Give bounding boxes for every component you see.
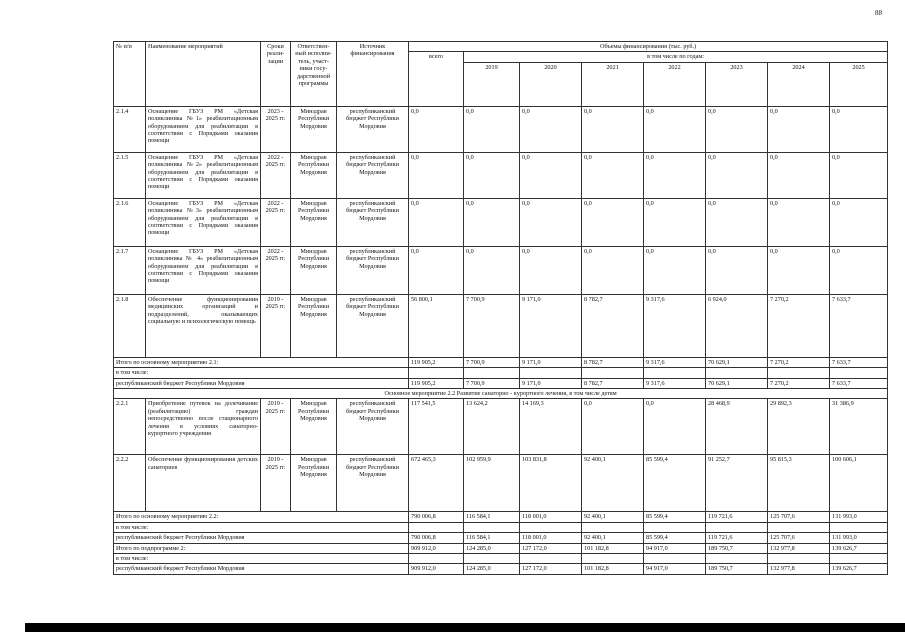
summary-value: 8 782,7 — [582, 357, 644, 367]
table-row — [114, 246, 888, 294]
row-value: 28 468,9 — [706, 399, 768, 455]
summary-value: 116 584,1 — [464, 533, 520, 543]
row-name: Оснащение ГБУЗ РМ «Детская поликлиника №3» реабилитационным оборудованием для реабилитации в соответствии с Порядками оказания помощи — [146, 198, 261, 246]
empty-cell — [768, 368, 830, 378]
summary-value: 85 599,4 — [644, 533, 706, 543]
table-row — [114, 294, 888, 357]
summary-row — [114, 543, 888, 553]
row-value: 0,0 — [464, 246, 520, 294]
summary-value: 125 707,6 — [768, 533, 830, 543]
row-responsible: Минздрав Республики Мордовия — [291, 198, 337, 246]
summary-value: 70 629,1 — [706, 378, 768, 388]
summary-value: 189 750,7 — [706, 543, 768, 553]
row-number: 2.2.2 — [114, 455, 146, 512]
row-value: 0,0 — [409, 152, 464, 198]
summary-value: 139 626,7 — [830, 564, 888, 574]
empty-cell — [768, 554, 830, 564]
empty-cell — [464, 554, 520, 564]
header-term: Сроки реали-зации — [261, 42, 291, 107]
empty-cell — [830, 368, 888, 378]
row-source: республиканский бюджет Республики Мордовия — [337, 294, 409, 357]
summary-value: 119 905,2 — [409, 357, 464, 367]
summary-value: 131 993,0 — [830, 533, 888, 543]
summary-value: 101 182,8 — [582, 543, 644, 553]
summary-value: 124 285,0 — [464, 564, 520, 574]
summary-value: 125 707,6 — [768, 512, 830, 522]
row-value: 0,0 — [520, 152, 582, 198]
row-value: 0,0 — [768, 246, 830, 294]
summary-label: республиканский бюджет Республики Мордовия — [114, 564, 409, 574]
row-term: 2023 - 2025 гг. — [261, 106, 291, 152]
row-source: республиканский бюджет Республики Мордовия — [337, 246, 409, 294]
row-term: 2022 - 2025 гг. — [261, 198, 291, 246]
row-value: 0,0 — [830, 246, 888, 294]
row-value: 56 800,1 — [409, 294, 464, 357]
row-value: 0,0 — [706, 106, 768, 152]
summary-value: 119 905,2 — [409, 378, 464, 388]
row-responsible: Минздрав Республики Мордовия — [291, 152, 337, 198]
row-source: республиканский бюджет Республики Мордовия — [337, 399, 409, 455]
row-value: 0,0 — [409, 246, 464, 294]
row-value: 100 606,1 — [830, 455, 888, 512]
incl-row — [114, 368, 888, 378]
header-year: 2021 — [582, 62, 644, 106]
summary-value: 7 270,2 — [768, 378, 830, 388]
empty-cell — [409, 554, 464, 564]
row-number: 2.1.8 — [114, 294, 146, 357]
header-volume: Объемы финансирования (тыс. руб.) — [409, 42, 888, 52]
header-year: 2024 — [768, 62, 830, 106]
summary-value: 127 172,0 — [520, 543, 582, 553]
summary-value: 85 599,4 — [644, 512, 706, 522]
row-value: 0,0 — [464, 152, 520, 198]
row-value: 0,0 — [830, 198, 888, 246]
header-responsible: Ответствен-ный исполни-тель, участ-ники госу-дарственной программы — [291, 42, 337, 107]
row-value: 7 633,7 — [830, 294, 888, 357]
summary-label: Итого по основному мероприятию 2.1: — [114, 357, 409, 367]
header-total: всего — [409, 52, 464, 106]
summary-value: 7 633,7 — [830, 357, 888, 367]
summary-value: 139 626,7 — [830, 543, 888, 553]
row-source: республиканский бюджет Республики Мордовия — [337, 455, 409, 512]
empty-cell — [464, 368, 520, 378]
header-year: 2019 — [464, 62, 520, 106]
header-row-1 — [114, 42, 888, 52]
summary-value: 94 917,0 — [644, 564, 706, 574]
summary-row — [114, 564, 888, 574]
row-value: 0,0 — [830, 152, 888, 198]
row-value: 85 599,4 — [644, 455, 706, 512]
summary-value: 8 782,7 — [582, 378, 644, 388]
summary-value: 92 400,1 — [582, 533, 644, 543]
row-value: 8 782,7 — [582, 294, 644, 357]
row-value: 103 831,8 — [520, 455, 582, 512]
empty-cell — [644, 368, 706, 378]
row-value: 0,0 — [582, 246, 644, 294]
row-number: 2.1.5 — [114, 152, 146, 198]
row-value: 91 252,7 — [706, 455, 768, 512]
row-value: 6 924,0 — [706, 294, 768, 357]
row-value: 0,0 — [644, 399, 706, 455]
summary-value: 9 317,6 — [644, 378, 706, 388]
row-value: 0,0 — [644, 152, 706, 198]
row-name: Приобретение путевок на долечивание (реабилитацию) граждан непосредственно после стационарного лечения в условиях санаторно-курортного учреждения — [146, 399, 261, 455]
row-source: республиканский бюджет Республики Мордовия — [337, 106, 409, 152]
summary-value: 124 285,0 — [464, 543, 520, 553]
empty-cell — [582, 522, 644, 532]
row-value: 14 169,3 — [520, 399, 582, 455]
empty-cell — [409, 368, 464, 378]
empty-cell — [582, 368, 644, 378]
scan-border — [25, 623, 905, 632]
row-source: республиканский бюджет Республики Мордовия — [337, 198, 409, 246]
header-name: Наименование мероприятий — [146, 42, 261, 107]
summary-row — [114, 357, 888, 367]
header-num: № п/п — [114, 42, 146, 107]
row-value: 13 624,2 — [464, 399, 520, 455]
summary-value: 7 633,7 — [830, 378, 888, 388]
row-value: 0,0 — [520, 106, 582, 152]
row-value: 29 892,3 — [768, 399, 830, 455]
row-value: 0,0 — [644, 106, 706, 152]
summary-value: 7 700,9 — [464, 357, 520, 367]
row-responsible: Минздрав Республики Мордовия — [291, 294, 337, 357]
empty-cell — [464, 522, 520, 532]
incl-label: в том числе: — [114, 522, 409, 532]
row-term: 2022 - 2025 гг. — [261, 152, 291, 198]
summary-value: 189 750,7 — [706, 564, 768, 574]
summary-value: 101 182,8 — [582, 564, 644, 574]
empty-cell — [644, 522, 706, 532]
row-number: 2.1.4 — [114, 106, 146, 152]
row-value: 92 400,1 — [582, 455, 644, 512]
summary-value: 127 172,0 — [520, 564, 582, 574]
row-term: 2019 - 2025 гг. — [261, 294, 291, 357]
row-value: 0,0 — [830, 106, 888, 152]
row-value: 0,0 — [582, 198, 644, 246]
empty-cell — [768, 522, 830, 532]
row-value: 0,0 — [768, 152, 830, 198]
row-responsible: Минздрав Республики Мордовия — [291, 455, 337, 512]
summary-value: 70 629,1 — [706, 357, 768, 367]
summary-value: 909 912,0 — [409, 564, 464, 574]
summary-value: 118 001,0 — [520, 512, 582, 522]
empty-cell — [520, 554, 582, 564]
incl-label: в том числе: — [114, 368, 409, 378]
financing-table — [113, 41, 888, 575]
empty-cell — [409, 522, 464, 532]
summary-value: 790 006,8 — [409, 533, 464, 543]
row-value: 0,0 — [582, 106, 644, 152]
row-value: 9 317,6 — [644, 294, 706, 357]
table-row — [114, 198, 888, 246]
row-value: 0,0 — [644, 246, 706, 294]
empty-cell — [830, 554, 888, 564]
summary-value: 9 317,6 — [644, 357, 706, 367]
summary-row — [114, 378, 888, 388]
row-name: Обеспечение функционирования детских санаториев — [146, 455, 261, 512]
summary-value: 94 917,0 — [644, 543, 706, 553]
row-value: 672 465,3 — [409, 455, 464, 512]
summary-value: 131 993,0 — [830, 512, 888, 522]
summary-row — [114, 512, 888, 522]
row-value: 0,0 — [706, 152, 768, 198]
row-responsible: Минздрав Республики Мордовия — [291, 106, 337, 152]
row-term: 2019 - 2025 гг. — [261, 399, 291, 455]
header-year: 2023 — [706, 62, 768, 106]
row-value: 95 815,3 — [768, 455, 830, 512]
row-value: 0,0 — [520, 246, 582, 294]
row-term: 2019 - 2025 гг. — [261, 455, 291, 512]
empty-cell — [582, 554, 644, 564]
table-row — [114, 106, 888, 152]
header-year: 2025 — [830, 62, 888, 106]
empty-cell — [830, 522, 888, 532]
empty-cell — [706, 522, 768, 532]
row-value: 0,0 — [582, 399, 644, 455]
row-value: 0,0 — [706, 198, 768, 246]
row-value: 0,0 — [644, 198, 706, 246]
header-source: Источник финансирования — [337, 42, 409, 107]
row-number: 2.2.1 — [114, 399, 146, 455]
row-value: 102 959,9 — [464, 455, 520, 512]
table-row — [114, 455, 888, 512]
empty-cell — [520, 368, 582, 378]
row-term: 2022 - 2025 гг. — [261, 246, 291, 294]
row-name: Оснащение ГБУЗ РМ «Детская поликлиника №1» реабилитационным оборудованием для реабилитации в соответствии с Порядками оказания помощи — [146, 106, 261, 152]
summary-row — [114, 533, 888, 543]
summary-value: 7 700,9 — [464, 378, 520, 388]
header-years-caption: в том числе по годам: — [464, 52, 888, 62]
summary-value: 116 584,1 — [464, 512, 520, 522]
row-name: Обеспечение функционирования медицинских организаций и подразделений, оказывающих социальную и психологическую помощь — [146, 294, 261, 357]
header-year: 2020 — [520, 62, 582, 106]
row-number: 2.1.6 — [114, 198, 146, 246]
summary-value: 790 006,8 — [409, 512, 464, 522]
row-value: 9 171,0 — [520, 294, 582, 357]
summary-label: Итого по основному мероприятию 2.2: — [114, 512, 409, 522]
page-number: 88 — [875, 9, 882, 17]
table-row — [114, 152, 888, 198]
row-name: Оснащение ГБУЗ РМ «Детская поликлиника № 4» реабилитационным оборудованием для реабилитации в соответствии с Порядками оказания помощи — [146, 246, 261, 294]
empty-cell — [706, 368, 768, 378]
header-year: 2022 — [644, 62, 706, 106]
table-row — [114, 399, 888, 455]
incl-row — [114, 522, 888, 532]
section-row — [114, 389, 888, 399]
empty-cell — [520, 522, 582, 532]
row-value: 0,0 — [768, 106, 830, 152]
row-value: 7 270,2 — [768, 294, 830, 357]
summary-value: 119 721,6 — [706, 533, 768, 543]
summary-value: 909 912,0 — [409, 543, 464, 553]
incl-label: в том числе: — [114, 554, 409, 564]
summary-value: 92 400,1 — [582, 512, 644, 522]
summary-label: республиканский бюджет Республики Мордовия — [114, 378, 409, 388]
summary-value: 119 721,6 — [706, 512, 768, 522]
row-value: 0,0 — [464, 198, 520, 246]
row-value: 117 541,5 — [409, 399, 464, 455]
row-value: 0,0 — [582, 152, 644, 198]
row-value: 0,0 — [520, 198, 582, 246]
section-title: Основное мероприятие 2.2 Развитие санаторно - курортного лечения, в том числе детям — [114, 389, 888, 399]
row-value: 0,0 — [768, 198, 830, 246]
row-responsible: Минздрав Республики Мордовия — [291, 246, 337, 294]
row-value: 0,0 — [409, 106, 464, 152]
summary-value: 132 977,8 — [768, 543, 830, 553]
summary-value: 118 001,0 — [520, 533, 582, 543]
summary-value: 9 171,0 — [520, 378, 582, 388]
summary-label: Итого по подпрограмме 2: — [114, 543, 409, 553]
row-name: Оснащение ГБУЗ РМ «Детская поликлиника №2» реабилитационным оборудованием для реабилитации в соответствии с Порядками оказания помощи — [146, 152, 261, 198]
summary-value: 7 270,2 — [768, 357, 830, 367]
summary-label: республиканский бюджет Республики Мордовия — [114, 533, 409, 543]
row-number: 2.1.7 — [114, 246, 146, 294]
incl-row — [114, 554, 888, 564]
summary-value: 132 977,8 — [768, 564, 830, 574]
row-source: республиканский бюджет Республики Мордовия — [337, 152, 409, 198]
row-value: 0,0 — [706, 246, 768, 294]
row-value: 0,0 — [409, 198, 464, 246]
empty-cell — [706, 554, 768, 564]
row-value: 31 386,9 — [830, 399, 888, 455]
row-value: 0,0 — [464, 106, 520, 152]
summary-value: 9 171,0 — [520, 357, 582, 367]
row-value: 7 700,9 — [464, 294, 520, 357]
row-responsible: Минздрав Республики Мордовия — [291, 399, 337, 455]
empty-cell — [644, 554, 706, 564]
